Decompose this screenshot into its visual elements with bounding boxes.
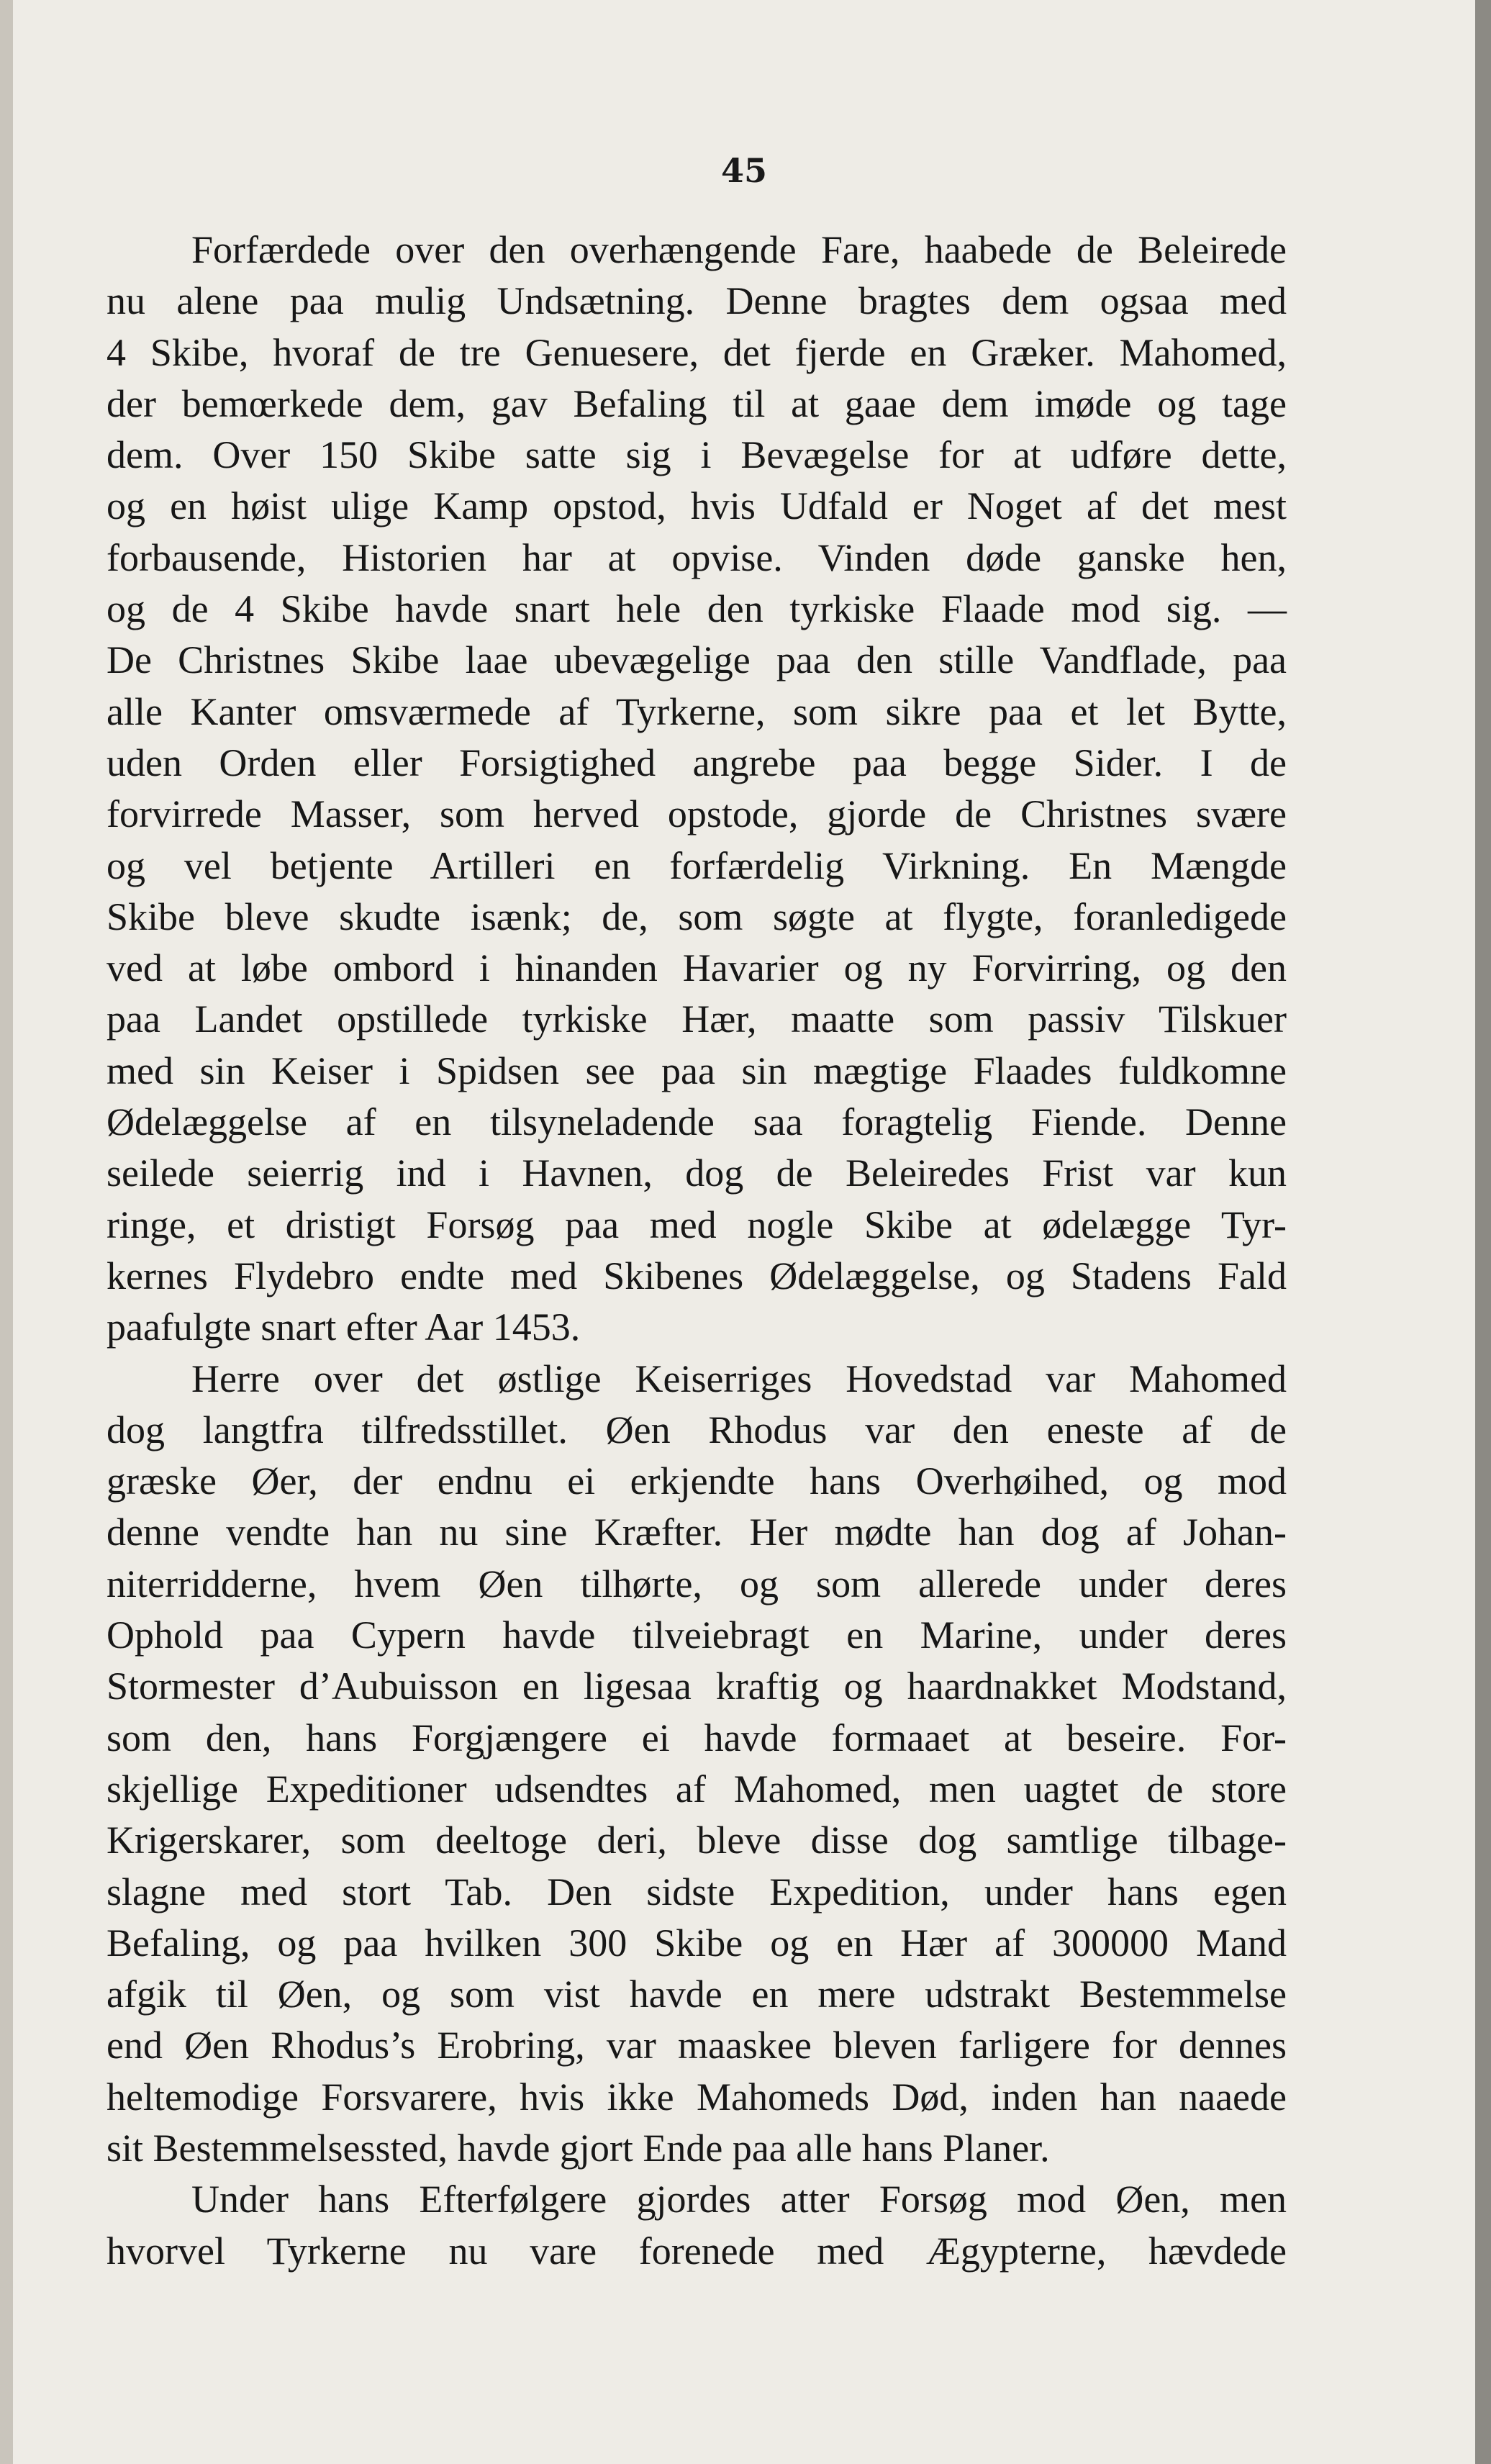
text-line: og en høist ulige Kamp opstod, hvis Udfald er Noget af det mest xyxy=(106,484,1287,528)
text-line: kernes Flydebro endte med Skibenes Ødelæggelse, og Stadens Fald xyxy=(106,1254,1287,1297)
text-line: som den, hans Forgjængere ei havde formaaet at beseire. For- xyxy=(106,1716,1287,1759)
text-line: hvorvel Tyrkerne nu vare forenede med Ægypterne, hævdede xyxy=(106,2229,1287,2273)
text-line: De Christnes Skibe laae ubevægelige paa den stille Vandflade, paa xyxy=(106,638,1287,682)
text-line: Stormester d’Aubuisson en ligesaa kraftig og haardnakket Modstand, xyxy=(106,1664,1287,1708)
text-line: Skibe bleve skudte isænk; de, som søgte at flygte, foranledigede xyxy=(106,894,1287,938)
text-line: paafulgte snart efter Aar 1453. xyxy=(106,1305,581,1349)
text-line: græske Øer, der endnu ei erkjendte hans Overhøihed, og mod xyxy=(106,1459,1287,1503)
text-line: alle Kanter omsværmede af Tyrkerne, som sikre paa et let Bytte, xyxy=(106,689,1287,733)
text-line: ringe, et dristigt Forsøg paa med nogle Skibe at ødelægge Tyr- xyxy=(106,1202,1287,1246)
text-line: Herre over det østlige Keiserriges Hovedstad var Mahomed xyxy=(191,1356,1287,1400)
text-line: der bemœrkede dem, gav Befaling til at gaae dem imøde og tage xyxy=(106,381,1287,425)
paragraph-1 xyxy=(106,225,1287,1354)
paragraph-3 xyxy=(106,2174,1287,2277)
text-line: Krigerskarer, som deeltoge deri, bleve disse dog samtlige tilbage- xyxy=(106,1818,1287,1862)
text-line: end Øen Rhodus’s Erobring, var maaskee bleven farligere for dennes xyxy=(106,2024,1287,2067)
text-line: slagne med stort Tab. Den sidste Expedition, under hans egen xyxy=(106,1870,1287,1913)
text-line: skjellige Expeditioner udsendtes af Mahomed, men uagtet de store xyxy=(106,1767,1287,1811)
text-line: Ophold paa Cypern havde tilveiebragt en Marine, under deres xyxy=(106,1613,1287,1657)
text-line: Forfærdede over den overhængende Fare, haabede de Beleirede xyxy=(191,228,1287,271)
text-line: paa Landet opstillede tyrkiske Hær, maatte som passiv Tilskuer xyxy=(106,997,1287,1041)
page-number: 45 xyxy=(720,151,767,190)
text-line: uden Orden eller Forsigtighed angrebe paa begge Sider. I de xyxy=(106,740,1287,784)
text-line: dem. Over 150 Skibe satte sig i Bevægelse for at udføre dette, xyxy=(106,433,1287,477)
text-line: Befaling, og paa hvilken 300 Skibe og en Hær af 300000 Mand xyxy=(106,1921,1287,1965)
text-line: heltemodige Forsvarere, hvis ikke Mahomeds Død, inden han naaede xyxy=(106,2075,1287,2119)
text-line: forbausende, Historien har at opvise. Vinden døde ganske hen, xyxy=(106,535,1287,579)
text-line: ved at løbe ombord i hinanden Havarier og ny Forvirring, og den xyxy=(106,946,1287,990)
text-line: afgik til Øen, og som vist havde en mere udstrakt Bestemmelse xyxy=(106,1972,1287,2016)
text-line: denne vendte han nu sine Kræfter. Her mødte han dog af Johan- xyxy=(106,1510,1287,1554)
text-line: Ødelæggelse af en tilsyneladende saa foragtelig Fiende. Denne xyxy=(106,1100,1287,1144)
text-line: dog langtfra tilfredsstillet. Øen Rhodus var den eneste af de xyxy=(106,1408,1287,1451)
text-line: 4 Skibe, hvoraf de tre Genuesere, det fjerde en Græker. Mahomed, xyxy=(106,330,1287,374)
text-line: seilede seierrig ind i Havnen, dog de Beleiredes Frist var kun xyxy=(106,1151,1287,1195)
paragraph-2 xyxy=(106,1354,1287,2175)
text-line: og de 4 Skibe havde snart hele den tyrkiske Flaade mod sig. — xyxy=(106,587,1287,631)
body-text xyxy=(106,225,1287,2277)
text-line: Under hans Efterfølgere gjordes atter Forsøg mod Øen, men xyxy=(191,2178,1287,2221)
text-line: niterridderne, hvem Øen tilhørte, og som allerede under deres xyxy=(106,1562,1287,1605)
text-line: og vel betjente Artilleri en forfærdelig Virkning. En Mængde xyxy=(106,843,1287,887)
text-line: nu alene paa mulig Undsætning. Denne bragtes dem ogsaa med xyxy=(106,279,1287,323)
text-line: med sin Keiser i Spidsen see paa sin mægtige Flaades fuldkomne xyxy=(106,1048,1287,1092)
text-line: forvirrede Masser, som herved opstode, gjorde de Christnes svære xyxy=(106,792,1287,836)
text-line: sit Bestemmelsessted, havde gjort Ende paa alle hans Planer. xyxy=(106,2126,1050,2170)
